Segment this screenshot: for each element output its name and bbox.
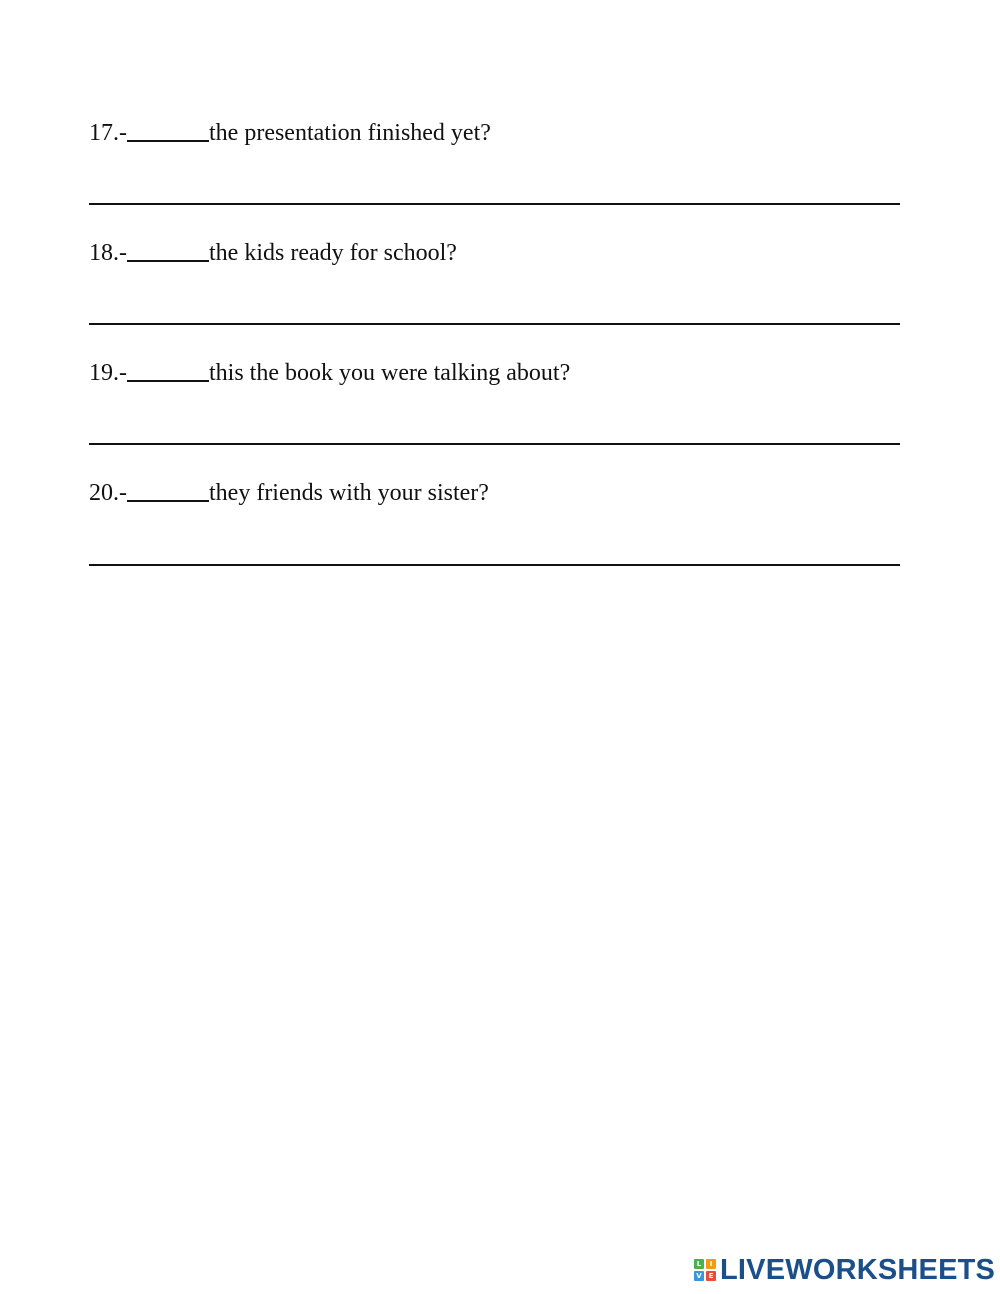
answer-line-19[interactable] xyxy=(89,443,900,445)
question-text: they friends with your sister? xyxy=(209,480,489,506)
logo-tile-l: L xyxy=(694,1259,704,1269)
answer-line-20[interactable] xyxy=(89,564,900,566)
question-18 xyxy=(89,239,457,267)
fill-in-blank[interactable] xyxy=(127,122,209,142)
logo-tile-e: E xyxy=(706,1271,716,1281)
fill-in-blank[interactable] xyxy=(127,362,209,382)
question-text: the kids ready for school? xyxy=(209,240,457,266)
answer-line-17[interactable] xyxy=(89,203,900,205)
question-number: 19.- xyxy=(89,360,127,386)
answer-line-18[interactable] xyxy=(89,323,900,325)
question-number: 18.- xyxy=(89,240,127,266)
question-text: this the book you were talking about? xyxy=(209,360,571,386)
question-text: the presentation finished yet? xyxy=(209,120,491,146)
liveworksheets-logo xyxy=(694,1255,995,1285)
logo-tile-v: V xyxy=(694,1271,704,1281)
question-number: 17.- xyxy=(89,120,127,146)
logo-tile-i: I xyxy=(706,1259,716,1269)
fill-in-blank[interactable] xyxy=(127,482,209,502)
logo-grid-icon xyxy=(694,1259,716,1281)
question-20 xyxy=(89,479,489,507)
fill-in-blank[interactable] xyxy=(127,242,209,262)
question-number: 20.- xyxy=(89,480,127,506)
question-19 xyxy=(89,359,570,387)
logo-wordmark: LIVEWORKSHEETS xyxy=(720,1254,996,1286)
question-17 xyxy=(89,119,491,147)
